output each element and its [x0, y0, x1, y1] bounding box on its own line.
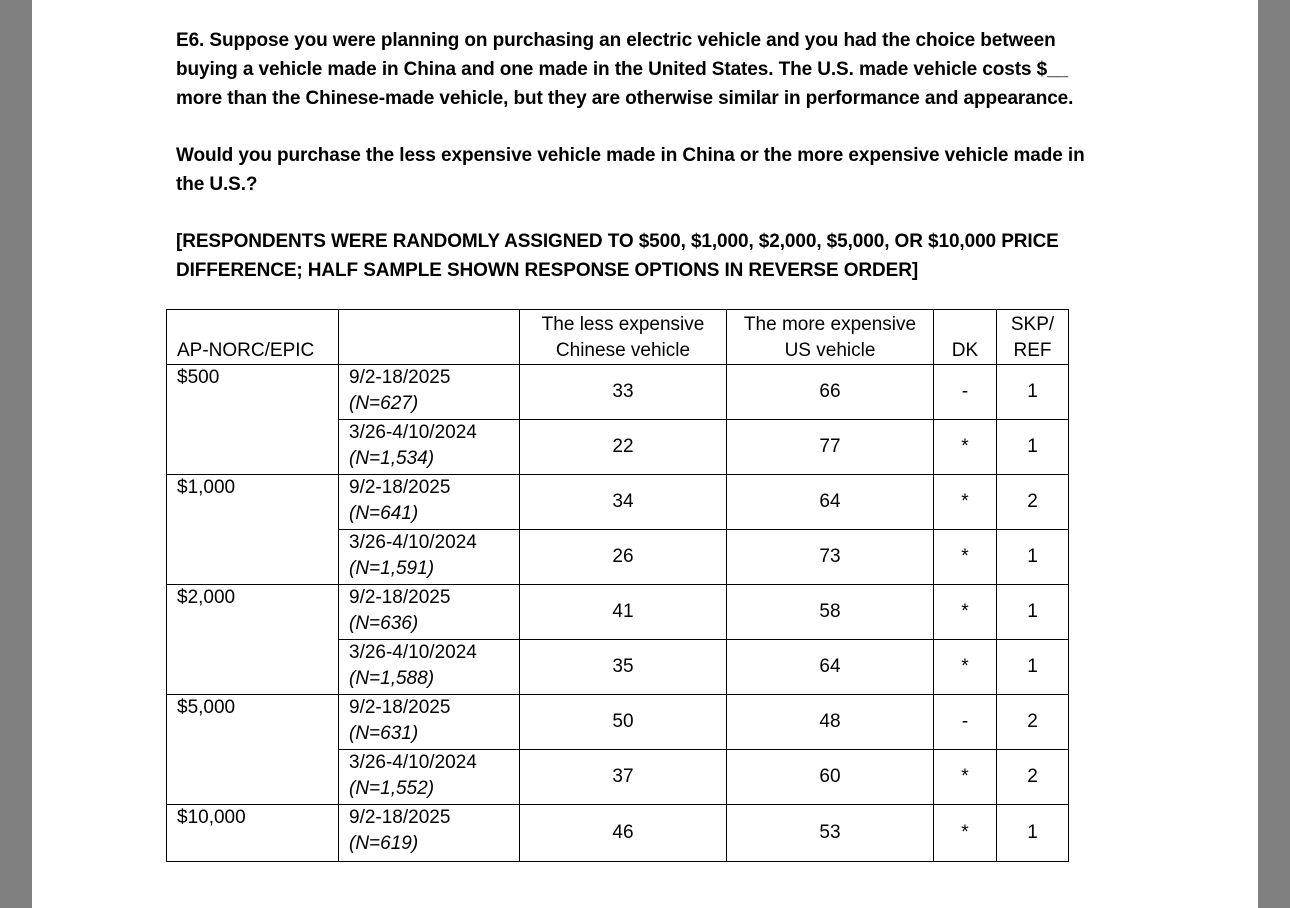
survey-date-cell — [339, 805, 520, 862]
skp-ref-percent: 1 — [997, 530, 1069, 585]
us-vehicle-percent: 64 — [727, 640, 934, 695]
sample-size: (N=631) — [349, 723, 419, 744]
sample-size: (N=619) — [349, 833, 419, 854]
dk-percent: * — [934, 475, 997, 530]
survey-date: 9/2-18/2025 — [349, 367, 451, 388]
header-us: The more expensive US vehicle — [727, 310, 934, 365]
question-block — [176, 26, 1116, 285]
survey-date: 3/26-4/10/2024 — [349, 422, 477, 443]
us-vehicle-percent: 66 — [727, 365, 934, 420]
survey-date-cell — [339, 475, 520, 530]
sample-size: (N=641) — [349, 503, 419, 524]
china-vehicle-percent: 46 — [520, 805, 727, 862]
header-source: AP-NORC/EPIC — [167, 310, 339, 365]
skp-ref-percent: 1 — [997, 805, 1069, 862]
question-prompt: Would you purchase the less expensive vehicle made in China or the more expensive vehicle made in the U.S.? — [176, 145, 1085, 195]
survey-date-cell — [339, 640, 520, 695]
dk-percent: - — [934, 365, 997, 420]
china-vehicle-percent: 41 — [520, 585, 727, 640]
price-difference-cell: $10,000 — [167, 805, 339, 862]
table-row — [167, 695, 1069, 750]
question-stem: E6. Suppose you were planning on purchasing an electric vehicle and you had the choice between buying a vehicle made in China and one made in the United States. The U.S. made vehicle costs $__ more than the Chinese-made vehicle, but they are otherwise similar in performance and appearance. — [176, 30, 1074, 109]
sample-size: (N=636) — [349, 613, 419, 634]
us-vehicle-percent: 58 — [727, 585, 934, 640]
price-difference-cell: $500 — [167, 365, 339, 475]
us-vehicle-percent: 53 — [727, 805, 934, 862]
survey-date-cell — [339, 420, 520, 475]
table-row — [167, 805, 1069, 862]
skp-ref-percent: 1 — [997, 420, 1069, 475]
survey-date-cell — [339, 530, 520, 585]
us-vehicle-percent: 77 — [727, 420, 934, 475]
us-vehicle-percent: 73 — [727, 530, 934, 585]
price-difference-cell: $5,000 — [167, 695, 339, 805]
header-china: The less expensive Chinese vehicle — [520, 310, 727, 365]
results-table — [166, 309, 1069, 862]
survey-date-cell — [339, 750, 520, 805]
sample-size: (N=1,552) — [349, 778, 435, 799]
sample-size: (N=627) — [349, 393, 419, 414]
dk-percent: * — [934, 640, 997, 695]
question-note: [RESPONDENTS WERE RANDOMLY ASSIGNED TO $500, $1,000, $2,000, $5,000, OR $10,000 PRICE DIFFERENCE; HALF SAMPLE SHOWN RESPONSE OPTIONS IN REVERSE ORDER] — [176, 231, 1059, 281]
china-vehicle-percent: 50 — [520, 695, 727, 750]
skp-ref-percent: 1 — [997, 640, 1069, 695]
china-vehicle-percent: 26 — [520, 530, 727, 585]
skp-ref-percent: 2 — [997, 695, 1069, 750]
header-skp: SKP/ REF — [997, 310, 1069, 365]
table-row — [167, 365, 1069, 420]
sample-size: (N=1,588) — [349, 668, 435, 689]
survey-date: 3/26-4/10/2024 — [349, 752, 477, 773]
table-row — [167, 585, 1069, 640]
price-difference-cell: $1,000 — [167, 475, 339, 585]
skp-ref-percent: 2 — [997, 475, 1069, 530]
dk-percent: * — [934, 805, 997, 862]
survey-date: 9/2-18/2025 — [349, 477, 451, 498]
survey-date-cell — [339, 365, 520, 420]
table-row — [167, 475, 1069, 530]
china-vehicle-percent: 22 — [520, 420, 727, 475]
sample-size: (N=1,534) — [349, 448, 435, 469]
header-dk: DK — [934, 310, 997, 365]
dk-percent: * — [934, 420, 997, 475]
survey-date: 9/2-18/2025 — [349, 807, 451, 828]
price-difference-cell: $2,000 — [167, 585, 339, 695]
china-vehicle-percent: 34 — [520, 475, 727, 530]
us-vehicle-percent: 60 — [727, 750, 934, 805]
us-vehicle-percent: 64 — [727, 475, 934, 530]
dk-percent: * — [934, 585, 997, 640]
china-vehicle-percent: 37 — [520, 750, 727, 805]
survey-date: 3/26-4/10/2024 — [349, 642, 477, 663]
header-date — [339, 310, 520, 365]
skp-ref-percent: 2 — [997, 750, 1069, 805]
skp-ref-percent: 1 — [997, 365, 1069, 420]
sample-size: (N=1,591) — [349, 558, 435, 579]
china-vehicle-percent: 35 — [520, 640, 727, 695]
table-header-row — [167, 310, 1069, 365]
us-vehicle-percent: 48 — [727, 695, 934, 750]
dk-percent: * — [934, 750, 997, 805]
survey-date: 9/2-18/2025 — [349, 587, 451, 608]
survey-date: 3/26-4/10/2024 — [349, 532, 477, 553]
survey-date-cell — [339, 695, 520, 750]
skp-ref-percent: 1 — [997, 585, 1069, 640]
survey-date-cell — [339, 585, 520, 640]
survey-date: 9/2-18/2025 — [349, 697, 451, 718]
table-body — [167, 365, 1069, 862]
china-vehicle-percent: 33 — [520, 365, 727, 420]
dk-percent: - — [934, 695, 997, 750]
dk-percent: * — [934, 530, 997, 585]
